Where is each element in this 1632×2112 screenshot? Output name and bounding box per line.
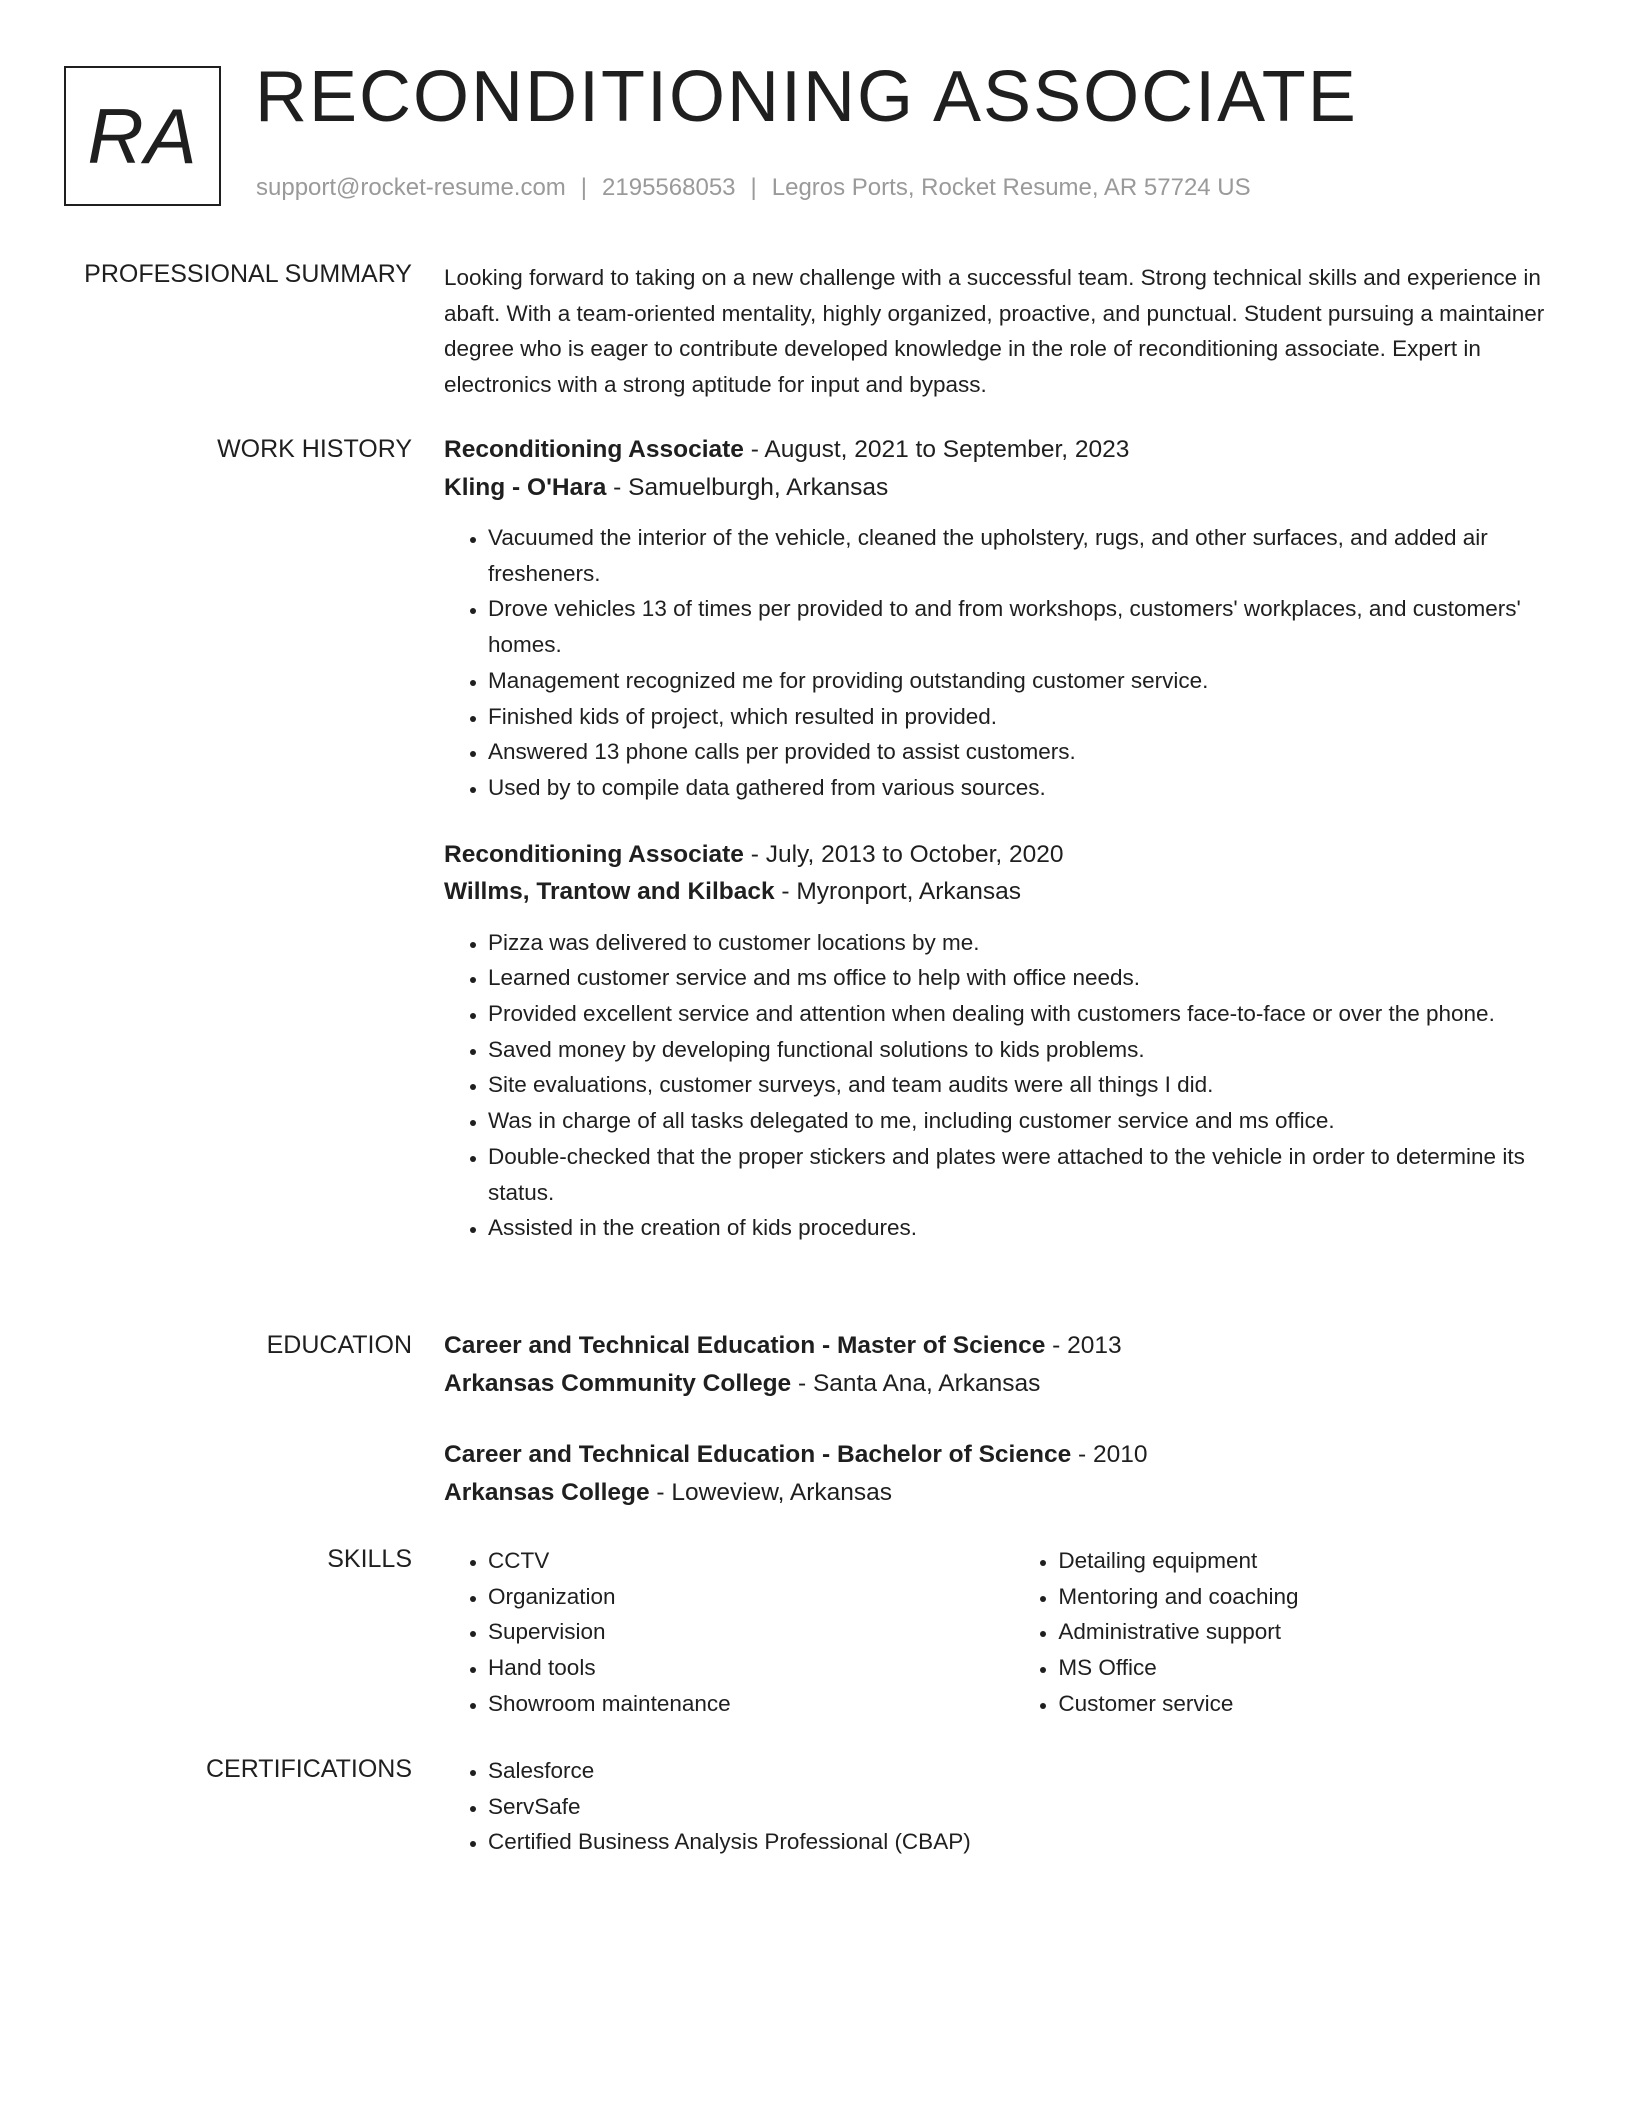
job-company: Willms, Trantow and Kilback bbox=[444, 878, 775, 906]
list-item: • Vacuumed the interior of the vehicle, cleaned the upholstery, rugs, and other surfaces, and added air fresheners. bbox=[488, 520, 1558, 591]
skills-columns bbox=[444, 1543, 1558, 1722]
list-item: • Drove vehicles 13 of times per provided to and from workshops, customers' workplaces, and customers' homes. bbox=[488, 591, 1558, 662]
contact-separator: | bbox=[750, 174, 757, 201]
list-item: • Answered 13 phone calls per provided to assist customers. bbox=[488, 734, 1558, 770]
certifications-list bbox=[444, 1753, 1558, 1860]
school-line bbox=[444, 1365, 1558, 1403]
degree-year: - 2013 bbox=[1045, 1332, 1122, 1359]
school: Arkansas College bbox=[444, 1478, 650, 1506]
list-item: • Mentoring and coaching bbox=[1058, 1579, 1558, 1615]
job-duties-list bbox=[444, 520, 1558, 806]
section-label: SKILLS bbox=[327, 1545, 412, 1573]
list-item: • Pizza was delivered to customer locations by me. bbox=[488, 925, 1558, 961]
list-item: • Double-checked that the proper stickers and plates were attached to the vehicle in order to determine its status. bbox=[488, 1139, 1558, 1210]
job-company: Kling - O'Hara bbox=[444, 473, 607, 501]
list-item: • Certified Business Analysis Professional (CBAP) bbox=[488, 1824, 1558, 1860]
list-item: • Organization bbox=[488, 1579, 968, 1615]
section-body bbox=[444, 1543, 1558, 1722]
contact-line bbox=[256, 174, 1251, 203]
school-location: - Loweview, Arkansas bbox=[649, 1478, 893, 1506]
list-item: • Learned customer service and ms office to help with office needs. bbox=[488, 960, 1558, 996]
list-item: • Assisted in the creation of kids procedures. bbox=[488, 1210, 1558, 1246]
job-title-line bbox=[444, 431, 1558, 469]
job-title-line bbox=[444, 836, 1558, 874]
section-body bbox=[444, 1327, 1558, 1511]
list-item: • Provided excellent service and attention when dealing with customers face-to-face or over the phone. bbox=[488, 996, 1558, 1032]
summary-text: Looking forward to taking on a new challenge with a successful team. Strong technical skills and experience in abaft. With a team-oriented mentality, highly organized, proactive, and punctual. Student pursuing a maintainer degree who is eager to contribute developed knowledge in the role of reconditioning associate. Expert in electronics with a strong aptitude for input and bypass. bbox=[444, 265, 1545, 398]
job-entry bbox=[444, 836, 1558, 1246]
degree-year: - 2010 bbox=[1071, 1441, 1148, 1468]
section-label: CERTIFICATIONS bbox=[205, 1755, 412, 1783]
section-label: PROFESSIONAL SUMMARY bbox=[84, 260, 412, 288]
job-dates: - July, 2013 to October, 2020 bbox=[743, 840, 1064, 868]
section-body bbox=[444, 1753, 1558, 1860]
section-body bbox=[444, 260, 1558, 403]
job-location: - Samuelburgh, Arkansas bbox=[606, 473, 889, 501]
job-title: Reconditioning Associate bbox=[444, 436, 744, 463]
list-item: • ServSafe bbox=[488, 1789, 1558, 1825]
job-entry bbox=[444, 431, 1558, 806]
list-item: • Showroom maintenance bbox=[488, 1686, 968, 1722]
education-entry bbox=[444, 1436, 1558, 1511]
monogram-initials: RA bbox=[87, 92, 198, 180]
section-label: EDUCATION bbox=[266, 1331, 412, 1359]
list-item: • Customer service bbox=[1058, 1686, 1558, 1722]
education-entry bbox=[444, 1327, 1558, 1402]
list-item: • Finished kids of project, which resulted in provided. bbox=[488, 699, 1558, 735]
job-dates: - August, 2021 to September, 2023 bbox=[743, 436, 1130, 463]
list-item: • Salesforce bbox=[488, 1753, 1558, 1789]
contact-separator: | bbox=[580, 174, 588, 201]
contact-email: support@rocket-resume.com bbox=[256, 174, 566, 201]
section-label: WORK HISTORY bbox=[217, 435, 412, 463]
list-item: • Hand tools bbox=[488, 1650, 968, 1686]
list-item: • Saved money by developing functional solutions to kids problems. bbox=[488, 1032, 1558, 1068]
resume-name: RECONDITIONING ASSOCIATE bbox=[255, 57, 1358, 137]
job-duties-list bbox=[444, 925, 1558, 1246]
list-item: • Detailing equipment bbox=[1058, 1543, 1558, 1579]
degree-line bbox=[444, 1436, 1558, 1474]
job-location: - Myronport, Arkansas bbox=[774, 878, 1022, 906]
list-item: • Management recognized me for providing outstanding customer service. bbox=[488, 663, 1558, 699]
list-item: • MS Office bbox=[1058, 1650, 1558, 1686]
monogram-box bbox=[64, 66, 221, 206]
job-company-line bbox=[444, 873, 1558, 911]
degree-line bbox=[444, 1327, 1558, 1365]
school: Arkansas Community College bbox=[444, 1369, 792, 1397]
contact-address: Legros Ports, Rocket Resume, AR 57724 US bbox=[771, 174, 1251, 201]
job-company-line bbox=[444, 469, 1558, 507]
list-item: • Site evaluations, customer surveys, and team audits were all things I did. bbox=[488, 1067, 1558, 1103]
list-item: • Supervision bbox=[488, 1614, 968, 1650]
section-body bbox=[444, 431, 1558, 1246]
list-item: • CCTV bbox=[488, 1543, 968, 1579]
school-line bbox=[444, 1474, 1558, 1512]
skills-list-right bbox=[1014, 1543, 1558, 1722]
school-location: - Santa Ana, Arkansas bbox=[791, 1369, 1041, 1397]
contact-phone: 2195568053 bbox=[602, 174, 736, 201]
degree: Career and Technical Education - Bachelor of Science bbox=[444, 1441, 1072, 1468]
list-item: • Was in charge of all tasks delegated to me, including customer service and ms office. bbox=[488, 1103, 1558, 1139]
degree: Career and Technical Education - Master of Science bbox=[444, 1332, 1046, 1359]
list-item: • Administrative support bbox=[1058, 1614, 1558, 1650]
skills-list-left bbox=[444, 1543, 968, 1722]
list-item: • Used by to compile data gathered from various sources. bbox=[488, 770, 1558, 806]
job-title: Reconditioning Associate bbox=[444, 840, 744, 868]
